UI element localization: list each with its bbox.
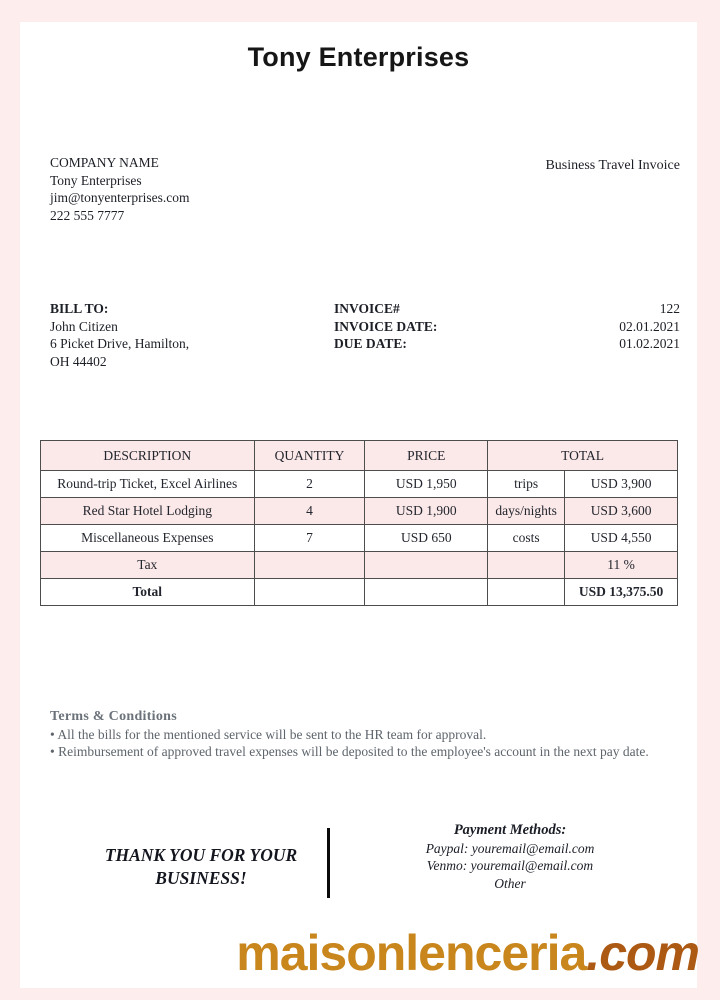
cell-amount: USD 4,550 bbox=[565, 525, 678, 552]
company-phone: 222 555 7777 bbox=[50, 207, 125, 223]
company-info bbox=[50, 154, 190, 224]
col-header-price: PRICE bbox=[365, 441, 488, 471]
cell-amount: USD 3,600 bbox=[565, 498, 678, 525]
invoice-date-row bbox=[334, 318, 680, 336]
cell-description: Tax bbox=[41, 552, 255, 579]
tax-row bbox=[41, 552, 678, 579]
payment-methods-heading: Payment Methods: bbox=[453, 822, 567, 838]
payment-method-paypal: Paypal: youremail@email.com bbox=[425, 840, 595, 856]
cell-unit: days/nights bbox=[488, 498, 565, 525]
company-email: jim@tonyenterprises.com bbox=[50, 190, 190, 205]
cell-unit: trips bbox=[488, 471, 565, 498]
cell-description: Red Star Hotel Lodging bbox=[41, 498, 255, 525]
cell-tax-amount: 11 % bbox=[565, 552, 678, 579]
invoice-date-value: 02.01.2021 bbox=[619, 318, 680, 334]
terms-section bbox=[50, 708, 700, 761]
footer-divider bbox=[327, 828, 330, 898]
cell-unit bbox=[488, 579, 565, 606]
cell-description: Total bbox=[41, 579, 255, 606]
watermark-name: maisonlenceria bbox=[236, 925, 587, 981]
payment-method-venmo: Venmo: youremail@email.com bbox=[426, 858, 594, 873]
cell-quantity bbox=[254, 552, 365, 579]
table-header-row bbox=[41, 441, 678, 471]
terms-bullet: • All the bills for the mentioned service will be sent to the HR team for approval. bbox=[50, 726, 487, 742]
bill-to-line: John Citizen bbox=[50, 318, 118, 334]
payment-methods-section bbox=[360, 822, 660, 892]
bill-to-section bbox=[50, 300, 189, 370]
bill-to-label: BILL TO: bbox=[50, 301, 109, 316]
table-row bbox=[41, 471, 678, 498]
cell-unit: costs bbox=[488, 525, 565, 552]
invoice-page bbox=[20, 22, 697, 988]
col-header-description: DESCRIPTION bbox=[41, 441, 255, 471]
due-date-row bbox=[334, 335, 680, 353]
cell-grand-total: USD 13,375.50 bbox=[565, 579, 678, 606]
cell-description: Round-trip Ticket, Excel Airlines bbox=[41, 471, 255, 498]
invoice-number-row bbox=[334, 300, 680, 318]
cell-price bbox=[365, 552, 488, 579]
cell-price: USD 1,900 bbox=[365, 498, 488, 525]
col-header-quantity: QUANTITY bbox=[254, 441, 365, 471]
cell-quantity: 4 bbox=[254, 498, 365, 525]
col-header-total: TOTAL bbox=[488, 441, 678, 471]
cell-description: Miscellaneous Expenses bbox=[41, 525, 255, 552]
terms-bullet: • Reimbursement of approved travel expenses will be deposited to the employee's account in the next pay date. bbox=[50, 744, 649, 759]
thank-you-message: THANK YOU FOR YOUR BUSINESS! bbox=[104, 845, 298, 888]
company-name: Tony Enterprises bbox=[50, 172, 142, 188]
bill-to-line: 6 Picket Drive, Hamilton, bbox=[50, 336, 190, 351]
due-date-label: DUE DATE: bbox=[334, 336, 407, 351]
invoice-type-label: Business Travel Invoice bbox=[545, 158, 680, 173]
cell-quantity bbox=[254, 579, 365, 606]
bill-to-line: OH 44402 bbox=[50, 353, 107, 369]
page-title: Tony Enterprises bbox=[247, 42, 470, 72]
invoice-meta-section bbox=[334, 300, 680, 353]
cell-price: USD 650 bbox=[365, 525, 488, 552]
line-items-table bbox=[40, 440, 678, 606]
invoice-number-label: INVOICE# bbox=[334, 301, 400, 316]
payment-method-other: Other bbox=[494, 875, 526, 891]
site-watermark bbox=[236, 925, 699, 981]
company-name-label: COMPANY NAME bbox=[50, 155, 159, 170]
invoice-date-label: INVOICE DATE: bbox=[334, 318, 438, 334]
terms-heading: Terms & Conditions bbox=[50, 709, 178, 724]
table-row bbox=[41, 525, 678, 552]
cell-amount: USD 3,900 bbox=[565, 471, 678, 498]
total-row bbox=[41, 579, 678, 606]
cell-price: USD 1,950 bbox=[365, 471, 488, 498]
cell-quantity: 2 bbox=[254, 471, 365, 498]
watermark-tld: .com bbox=[586, 925, 699, 981]
cell-unit bbox=[488, 552, 565, 579]
table-row bbox=[41, 498, 678, 525]
due-date-value: 01.02.2021 bbox=[619, 336, 680, 351]
invoice-number-value: 122 bbox=[659, 301, 680, 316]
cell-quantity: 7 bbox=[254, 525, 365, 552]
cell-price bbox=[365, 579, 488, 606]
